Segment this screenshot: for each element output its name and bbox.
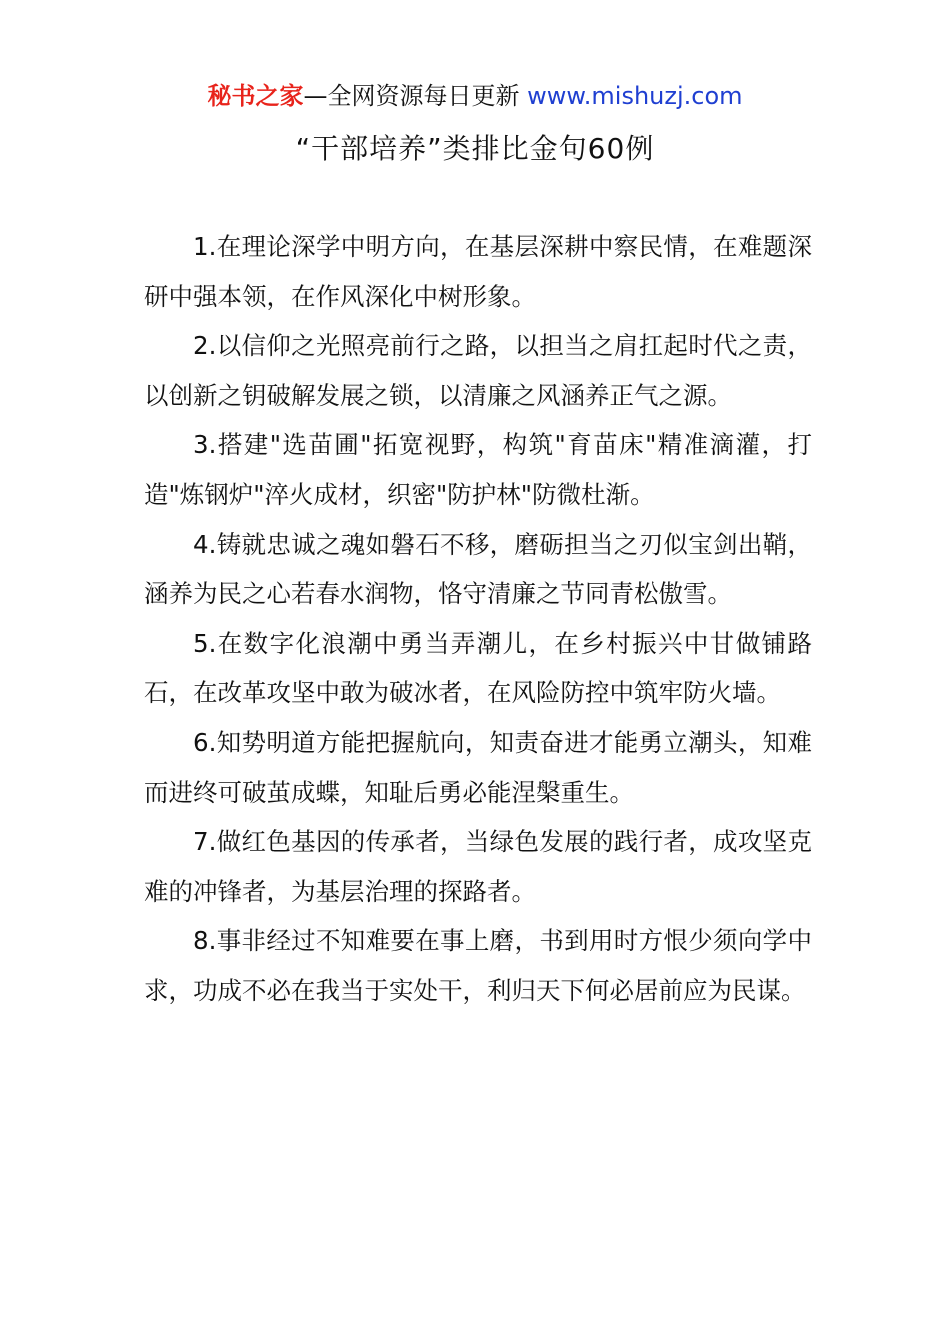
paragraph: 3.搭建"选苗圃"拓宽视野，构筑"育苗床"精准滴灌，打造"炼钢炉"淬火成材，织密"防护林"防微杜渐。	[144, 430, 812, 509]
document-body	[144, 222, 812, 1016]
paragraph: 7.做红色基因的传承者，当绿色发展的践行者，成攻坚克难的冲锋者，为基层治理的探路者。	[144, 827, 812, 906]
paragraph: 6.知势明道方能把握航向，知责奋进才能勇立潮头，知难而进终可破茧成蝶，知耻后勇必能涅槃重生。	[144, 727, 812, 807]
site-tagline: —全网资源每日更新	[303, 82, 520, 110]
paragraph: 8.事非经过不知难要在事上磨，书到用时方恨少须向学中求，功成不必在我当于实处干，利归天下何必居前应为民谋。	[144, 926, 812, 1005]
paragraph: 4.铸就忠诚之魂如磐石不移，磨砺担当之刃似宝剑出鞘，涵养为民之心若春水润物，恪守清廉之节同青松傲雪。	[144, 529, 812, 609]
paragraph: 5.在数字化浪潮中勇当弄潮儿，在乡村振兴中甘做铺路石，在改革攻坚中敢为破冰者，在风险防控中筑牢防火墙。	[144, 628, 812, 708]
paragraph: 1.在理论深学中明方向，在基层深耕中察民情，在难题深研中强本领，在作风深化中树形象。	[144, 232, 812, 311]
brand-name: 秘书之家	[207, 82, 304, 110]
site-header	[0, 80, 950, 112]
site-url-link[interactable]: www.mishuzj.com	[527, 82, 743, 110]
document-title: “干部培养”类排比金句60例	[295, 132, 655, 165]
paragraph: 2.以信仰之光照亮前行之路，以担当之肩扛起时代之责，以创新之钥破解发展之锁，以清廉之风涵养正气之源。	[144, 331, 812, 410]
